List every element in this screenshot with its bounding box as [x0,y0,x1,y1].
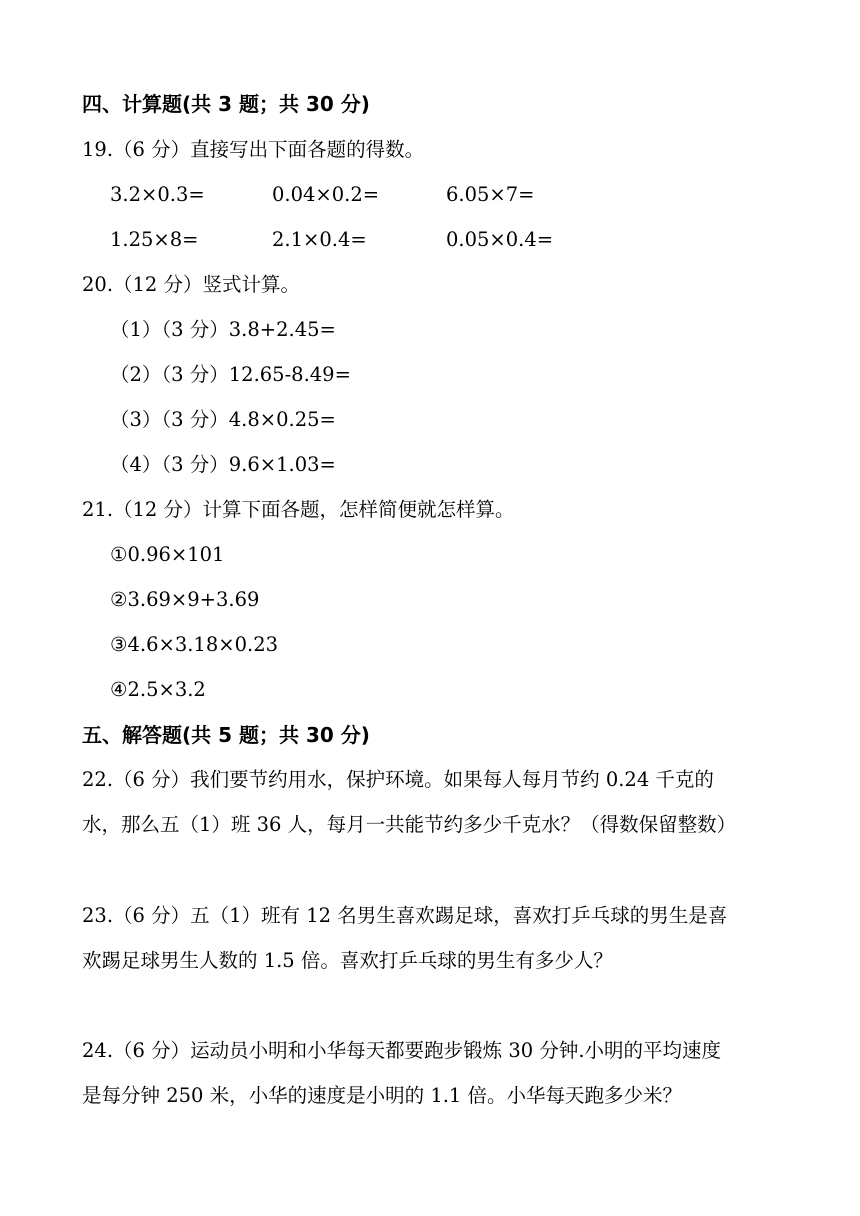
q19-item-4: 1.25×8= [110,228,199,251]
question-22-line-1: 22.（6 分）我们要节约用水，保护环境。如果每人每月节约 0.24 千克的 [82,768,714,791]
section-heading-calculation: 四、计算题(共 3 题；共 30 分) [82,92,370,116]
q21-item-1: ①0.96×101 [110,543,225,566]
q20-item-4: （4）（3 分）9.6×1.03= [110,453,336,476]
q19-item-2: 0.04×0.2= [272,183,380,206]
q19-item-5: 2.1×0.4= [272,228,367,251]
q19-item-6: 0.05×0.4= [446,228,554,251]
question-19-prompt: 19.（6 分）直接写出下面各题的得数。 [82,138,425,161]
q21-item-3: ③4.6×3.18×0.23 [110,633,279,656]
q19-item-3: 6.05×7= [446,183,535,206]
question-24-line-1: 24.（6 分）运动员小明和小华每天都要跑步锻炼 30 分钟.小明的平均速度 [82,1039,722,1062]
q19-item-1: 3.2×0.3= [110,183,205,206]
question-22-line-2: 水，那么五（1）班 36 人，每月一共能节约多少千克水？（得数保留整数） [82,813,737,836]
question-23-line-2: 欢踢足球男生人数的 1.5 倍。喜欢打乒乓球的男生有多少人？ [82,949,613,972]
section-heading-word-problems: 五、解答题(共 5 题；共 30 分) [82,723,370,747]
q20-item-3: （3）（3 分）4.8×0.25= [110,408,336,431]
question-21-prompt: 21.（12 分）计算下面各题，怎样简便就怎样算。 [82,498,515,521]
q21-item-4: ④2.5×3.2 [110,678,206,701]
question-23-line-1: 23.（6 分）五（1）班有 12 名男生喜欢踢足球，喜欢打乒乓球的男生是喜 [82,904,728,927]
q20-item-1: （1）（3 分）3.8+2.45= [110,318,336,341]
q21-item-2: ②3.69×9+3.69 [110,588,260,611]
q20-item-2: （2）（3 分）12.65-8.49= [110,363,351,386]
question-20-prompt: 20.（12 分）竖式计算。 [82,273,301,296]
question-24-line-2: 是每分钟 250 米，小华的速度是小明的 1.1 倍。小华每天跑多少米？ [82,1084,683,1107]
